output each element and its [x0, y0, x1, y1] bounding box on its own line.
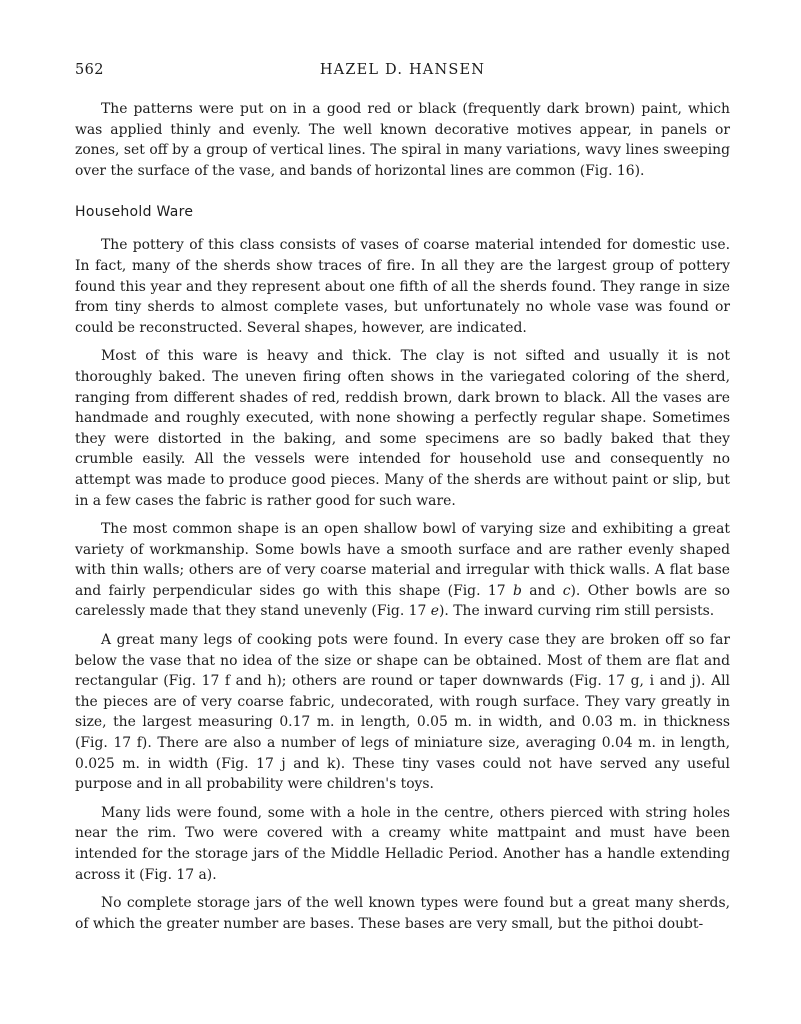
paragraph-pottery-class: The pottery of this class consists of vases of coarse material intended for domestic use. In fact, many of the sherds show traces of fire. In all they are the largest group of pottery found this year and they represent about one fifth of all the sherds found. They range in size from tiny sherds to almost complete vases, but unfortunately no whole vase was found or could be reconstructed. Several shapes, however, are indicated.: [75, 237, 730, 336]
paragraph-bowl-shapes: [75, 519, 730, 622]
paragraph-lids: Many lids were found, some with a hole in the centre, others pierced with string holes near the rim. Two were covered with a creamy white mattpaint and must have been intended for the storage jars of the Middle Helladic Period. Another has a handle extending across it (Fig. 17 a).: [75, 804, 730, 883]
text-fragment: and: [521, 582, 563, 599]
paragraph-patterns: The patterns were put on in a good red or black (frequently dark brown) paint, which was applied thinly and evenly. The well known decorative motives appear, in panels or zones, set off by a group of vertical lines. The spiral in many variations, wavy lines sweeping over the surface of the vase, and bands of horizontal lines are common (Fig. 16).: [75, 101, 730, 179]
text-fragment: ). Other bowls are so carelessly made that they stand unevenly (Fig. 17: [75, 582, 730, 620]
figure-label: c: [562, 582, 571, 599]
paragraph-ware-description: Most of this ware is heavy and thick. The clay is not sifted and usually it is not thoroughly baked. The uneven firing often shows in the variegated coloring of the sherd, ranging from different shades of red, reddish brown, dark brown to black. All the vases are handmade and roughly executed, with none showing a perfectly regular shape. Sometimes they were distorted in the baking, and some specimens are so badly baked that they crumble easily. All the vessels were intended for household use and consequently no attempt was made to produce good pieces. Many of the sherds are without paint or slip, but in a few cases the fabric is rather good for such ware.: [75, 348, 730, 509]
paragraph-cooking-pot-legs: A great many legs of cooking pots were found. In every case they are broken off so far below the vase that no idea of the size or shape can be obtained. Most of them are flat and rectangular (Fig. 17 f and h); others are round or taper downwards (Fig. 17 g, i and j). All the pieces are of very coarse fabric, undecorated, with rough surface. They vary greatly in size, the largest measuring 0.17 m. in length, 0.05 m. in width, and 0.03 m. in thickness (Fig. 17 f). There are also a number of legs of miniature size, averaging 0.04 m. in length, 0.025 m. in width (Fig. 17 j and k). These tiny vases could not have served any useful purpose and in all probability were children's toys.: [75, 632, 730, 793]
text-fragment: ). The inward curving rim still persists.: [438, 603, 715, 620]
body-text: [75, 99, 730, 934]
running-title: HAZEL D. HANSEN: [319, 62, 486, 78]
running-head: [75, 62, 730, 86]
paragraph-storage-jars: No complete storage jars of the well known types were found but a great many sherds, of which the greater number are bases. These bases are very small, but the pithoi doubt-: [75, 895, 730, 932]
figure-label: b: [512, 582, 522, 599]
page: [75, 62, 730, 934]
figure-label: e: [430, 603, 439, 620]
text-fragment: The most common shape is an open shallow bowl of varying size and exhibiting a great variety of workmanship. Some bowls have a smooth surface and are rather evenly shaped with thin walls; others are of very coarse material and irregular with thick walls. A flat base and fairly perpendicular sides go with this shape (Fig. 17: [75, 521, 730, 599]
page-number: 562: [75, 62, 104, 78]
section-heading: Household Ware: [75, 204, 194, 221]
